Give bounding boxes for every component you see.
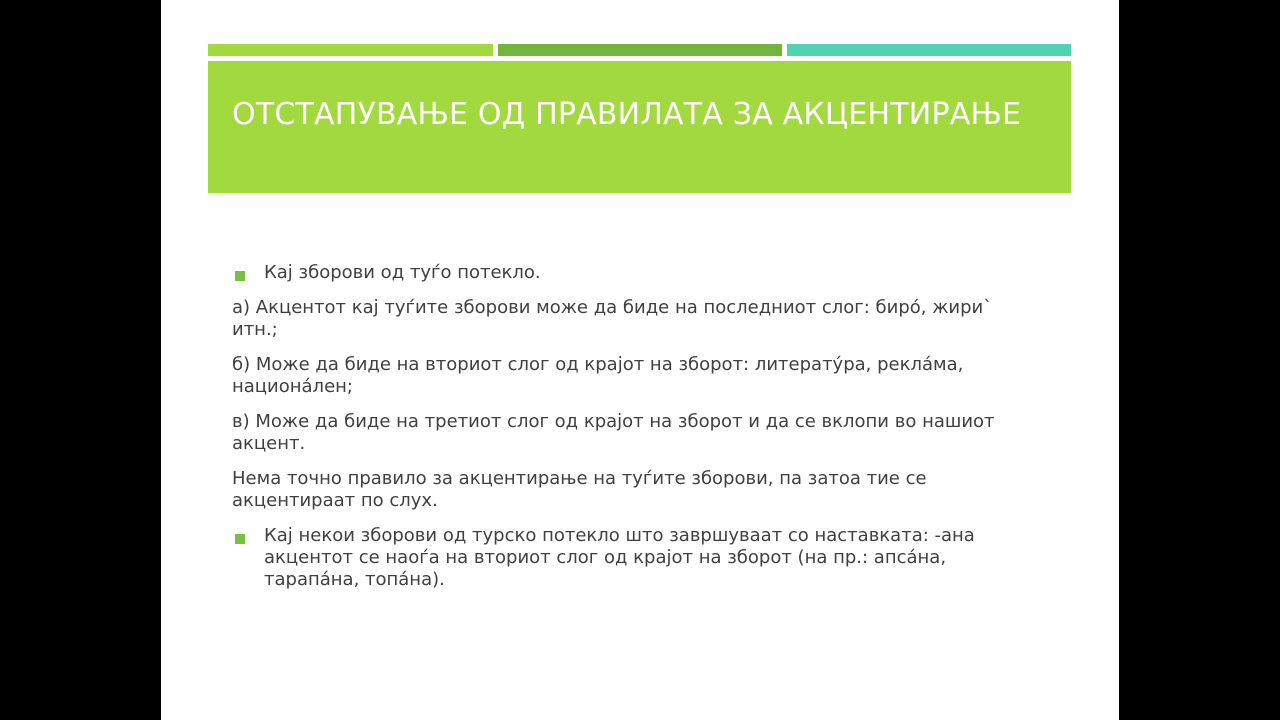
accent-stripe-teal <box>787 44 1071 56</box>
letterbox-left <box>0 0 161 720</box>
square-bullet-icon <box>235 534 245 544</box>
bullet-text: Кај зборови од туѓо потекло. <box>264 262 541 283</box>
bullet-item-turkish-words <box>232 525 1032 591</box>
accent-stripe-green <box>498 44 782 56</box>
paragraph-b: б) Може да биде на вториот слог од крајот на зборот: литерату́ра, рекла́ма, национа́лен; <box>232 354 964 397</box>
accent-stripe-lime <box>208 44 493 56</box>
square-bullet-icon <box>235 271 245 281</box>
bullet-text: Кај некои зборови од турско потекло што завршуваат со наставката: -ана акцентот се наоѓа на вториот слог од крајот на зборот (на пр.: апса́на, тарапа́на, топа́на). <box>264 525 975 590</box>
paragraph-a: а) Акцентот кај туѓите зборови може да биде на последниот слог: биро́, жири` итн.; <box>232 297 993 340</box>
title-band <box>208 61 1071 193</box>
slide-content <box>232 262 1032 604</box>
paragraph-c: в) Може да биде на третиот слог од крајот на зборот и да се вклопи во нашиот акцент. <box>232 411 995 454</box>
slide-title: ОТСТАПУВАЊЕ ОД ПРАВИЛАТА ЗА АКЦЕНТИРАЊЕ <box>232 97 1022 132</box>
slide <box>161 0 1119 720</box>
paragraph-no-rule: Нема точно правило за акцентирање на туѓите зборови, па затоа тие се акцентираат по слух. <box>232 468 927 511</box>
bullet-item-foreign-words <box>232 262 1032 284</box>
letterbox-right <box>1119 0 1280 720</box>
